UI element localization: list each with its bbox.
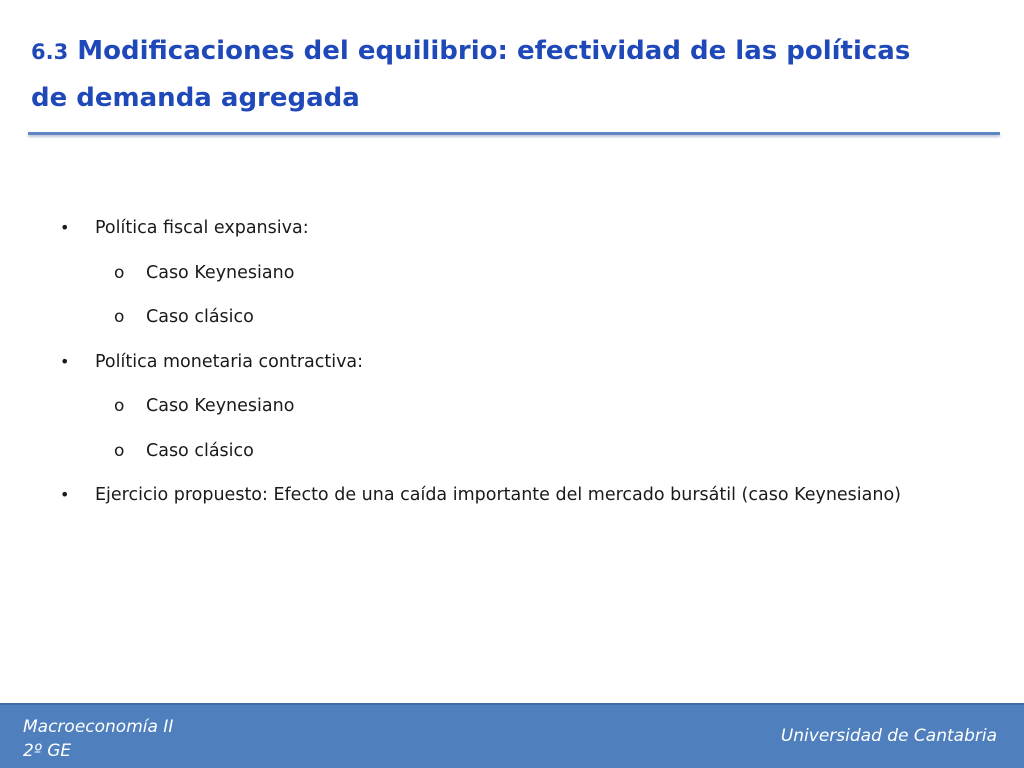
sub-bullet-marker: o: [114, 262, 125, 283]
sub-bullet-monetary-keynesian: [60, 384, 990, 429]
footer-bar: [0, 703, 1024, 768]
sub-bullet-marker: o: [114, 307, 125, 327]
sub-bullet-text: Caso clásico: [146, 307, 254, 327]
bullet-proposed-exercise: [60, 473, 990, 518]
bullet-marker: •: [60, 351, 70, 371]
bullet-list: [60, 206, 990, 518]
sub-bullet-fiscal-classical: [60, 295, 990, 340]
bullet-text: Política monetaria contractiva:: [95, 351, 364, 372]
bullet-text: Ejercicio propuesto: Efecto de una caída importante del mercado bursátil (caso Keynesiano): [95, 485, 902, 505]
footer-course-name: Macroeconomía II: [23, 717, 174, 737]
footer-group: 2º GE: [23, 741, 72, 761]
title-underline: [28, 132, 1000, 135]
slide-title-text-1: Modificaciones del equilibrio: efectividad de las políticas: [77, 36, 911, 66]
section-number: 6.3: [31, 40, 69, 64]
slide-title-line-1: [31, 28, 1001, 75]
footer-university: Universidad de Cantabria: [780, 726, 997, 746]
sub-bullet-fiscal-keynesian: [60, 251, 990, 296]
sub-bullet-text: Caso clásico: [146, 440, 254, 461]
slide-title: [31, 28, 1001, 121]
slide-title-line-2: de demanda agregada: [31, 83, 360, 113]
sub-bullet-monetary-classical: [60, 429, 990, 474]
bullet-marker: •: [60, 485, 70, 504]
footer-course-info: [23, 715, 173, 763]
bullet-marker: •: [60, 218, 70, 237]
sub-bullet-marker: o: [114, 396, 125, 416]
bullet-text: Política fiscal expansiva:: [95, 218, 309, 238]
sub-bullet-text: Caso Keynesiano: [146, 396, 295, 416]
sub-bullet-text: Caso Keynesiano: [146, 262, 295, 283]
bullet-fiscal-policy: [60, 206, 990, 251]
sub-bullet-marker: o: [114, 440, 125, 461]
bullet-monetary-policy: [60, 340, 990, 385]
